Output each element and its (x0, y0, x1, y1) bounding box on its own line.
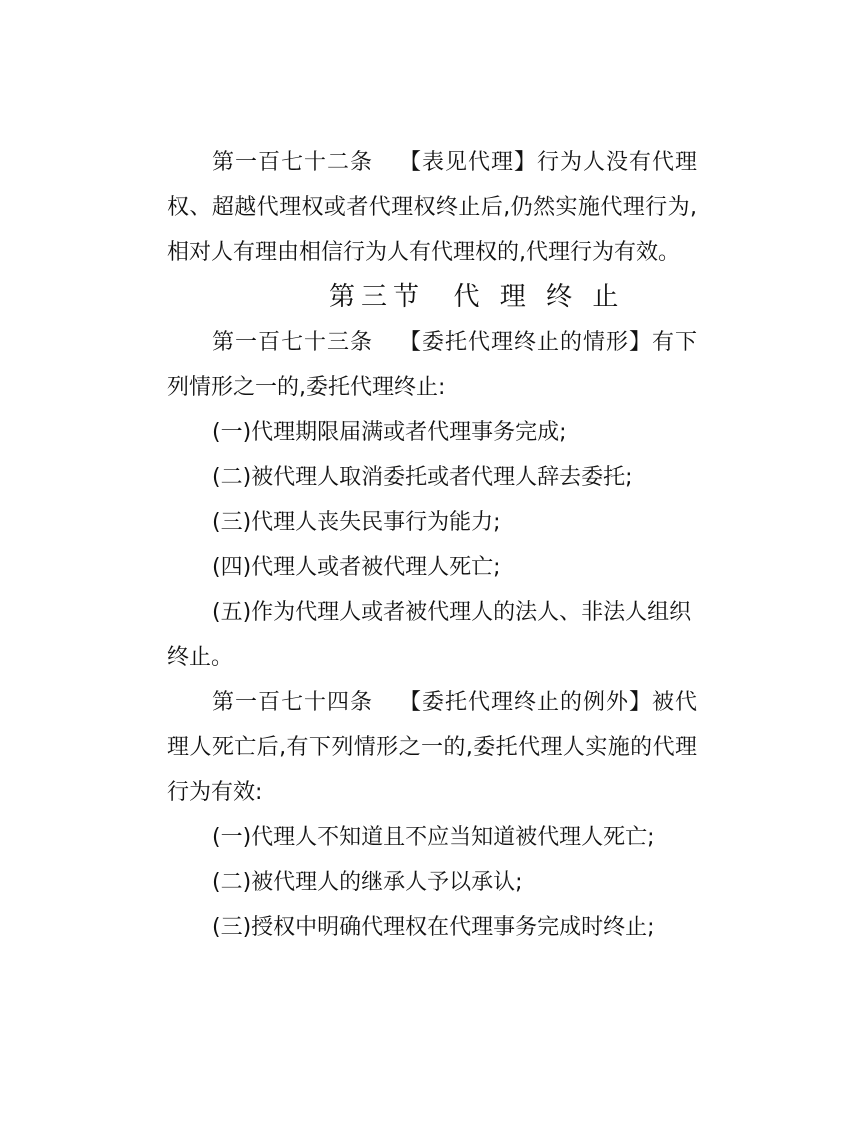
list-item: (三)代理人丧失民事行为能力; (212, 510, 501, 535)
section-heading (167, 275, 697, 320)
article-number: 第一百七十三条 (212, 330, 373, 355)
article-173 (167, 320, 697, 410)
article-title: 【委托代理终止的例外】 (398, 690, 652, 715)
article-body: 行为人没有代理权、超越代理权或者代理权终止后,仍然实施代理行为,相对人有理由相信行为人有代理权的,代理行为有效。 (167, 150, 697, 265)
list-item: (五)作为代理人或者被代理人的法人、非法人组织终止。 (167, 600, 692, 670)
article-172 (167, 140, 697, 275)
list-item: (一)代理期限届满或者代理事务完成; (212, 420, 567, 445)
list-item: (一)代理人不知道且不应当知道被代理人死亡; (212, 825, 655, 850)
article-body: 有下列情形之一的,委托代理终止: (167, 330, 697, 400)
article-title: 【表见代理】 (398, 150, 537, 175)
list-item: (二)被代理人的继承人予以承认; (212, 870, 523, 895)
document-content (167, 140, 697, 950)
list-item: (二)被代理人取消委托或者代理人辞去委托; (212, 465, 633, 490)
article-number: 第一百七十四条 (212, 690, 373, 715)
article-174 (167, 680, 697, 815)
article-body: 被代理人死亡后,有下列情形之一的,委托代理人实施的代理行为有效: (167, 690, 697, 805)
section-label: 第三节 (329, 282, 426, 312)
list-item: (三)授权中明确代理权在代理事务完成时终止; (212, 915, 655, 940)
list-item: (四)代理人或者被代理人死亡; (212, 555, 501, 580)
article-number: 第一百七十二条 (212, 150, 373, 175)
article-title: 【委托代理终止的情形】 (398, 330, 652, 355)
section-title: 代 理 终 止 (453, 282, 625, 312)
